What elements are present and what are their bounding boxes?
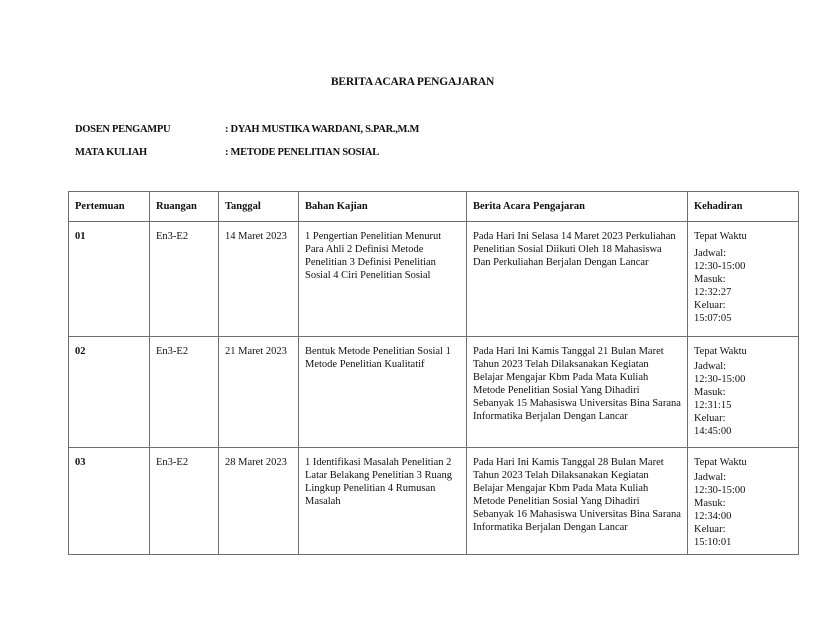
cell-berita-acara: Pada Hari Ini Selasa 14 Maret 2023 Perkuliahan Penelitian Sosial Diikuti Oleh 18 Mahasiswa Dan Perkuliahan Berjalan Dengan Lancar <box>467 222 688 337</box>
cell-bahan-kajian: 1 Pengertian Penelitian Menurut Para Ahli 2 Definisi Metode Penelitian 3 Definisi Penelitian Sosial 4 Ciri Penelitian Sosial <box>299 222 467 337</box>
header-ruangan: Ruangan <box>150 192 219 222</box>
schedule-label: Jadwal: <box>694 361 727 372</box>
table-row <box>69 337 799 448</box>
attendance-status: Tepat Waktu <box>694 457 747 468</box>
check-out-label: Keluar: <box>694 524 726 535</box>
cell-ruangan: En3-E2 <box>150 222 219 337</box>
schedule-value: 12:30-15:00 <box>694 261 746 272</box>
attendance-status: Tepat Waktu <box>694 231 747 242</box>
document-title: BERITA ACARA PENGAJARAN <box>330 76 495 88</box>
header-bahan-kajian: Bahan Kajian <box>299 192 467 222</box>
check-in-value: 12:31:15 <box>694 400 732 411</box>
cell-tanggal: 14 Maret 2023 <box>219 222 299 337</box>
check-in-label: Masuk: <box>694 498 726 509</box>
schedule-label: Jadwal: <box>694 472 727 483</box>
cell-tanggal: 21 Maret 2023 <box>219 337 299 448</box>
check-in-value: 12:34:00 <box>694 511 732 522</box>
header-berita-acara: Berita Acara Pengajaran <box>467 192 688 222</box>
cell-berita-acara: Pada Hari Ini Kamis Tanggal 21 Bulan Maret Tahun 2023 Telah Dilaksanakan Kegiatan Belajar Mengajar Kbm Pada Mata Kuliah Metode Penelitian Sosial Yang Dihadiri Sebanyak 15 Mahasiswa Universitas Bina Sarana Informatika Berjalan Dengan Lancar <box>467 337 688 448</box>
header-tanggal: Tanggal <box>219 192 299 222</box>
cell-tanggal: 28 Maret 2023 <box>219 448 299 555</box>
check-out-label: Keluar: <box>694 300 726 311</box>
check-in-label: Masuk: <box>694 274 726 285</box>
table-header-row <box>69 192 799 222</box>
teaching-report-table <box>68 191 799 555</box>
check-out-value: 15:10:01 <box>694 537 732 548</box>
cell-berita-acara: Pada Hari Ini Kamis Tanggal 28 Bulan Maret Tahun 2023 Telah Dilaksanakan Kegiatan Belajar Mengajar Kbm Pada Mata Kuliah Metode Penelitian Sosial Yang Dihadiri Sebanyak 16 Mahasiswa Universitas Bina Sarana Informatika Berjalan Dengan Lancar <box>467 448 688 555</box>
schedule-label: Jadwal: <box>694 248 727 259</box>
cell-pertemuan: 01 <box>69 222 150 337</box>
check-out-label: Keluar: <box>694 413 726 424</box>
check-out-value: 14:45:00 <box>694 426 732 437</box>
cell-pertemuan: 02 <box>69 337 150 448</box>
cell-bahan-kajian: 1 Identifikasi Masalah Penelitian 2 Latar Belakang Penelitian 3 Ruang Lingkup Penelitian 4 Rumusan Masalah <box>299 448 467 555</box>
cell-kehadiran <box>688 448 799 555</box>
header-pertemuan: Pertemuan <box>69 192 150 222</box>
lecturer-value: : DYAH MUSTIKA WARDANI, S.PAR.,M.M <box>225 124 420 135</box>
cell-kehadiran <box>688 337 799 448</box>
cell-bahan-kajian: Bentuk Metode Penelitian Sosial 1 Metode Penelitian Kualitatif <box>299 337 467 448</box>
lecturer-label: DOSEN PENGAMPU <box>75 124 171 135</box>
course-label: MATA KULIAH <box>75 147 147 158</box>
cell-ruangan: En3-E2 <box>150 448 219 555</box>
cell-pertemuan: 03 <box>69 448 150 555</box>
course-value: : METODE PENELITIAN SOSIAL <box>225 147 379 158</box>
header-kehadiran: Kehadiran <box>688 192 799 222</box>
check-in-label: Masuk: <box>694 387 726 398</box>
check-out-value: 15:07:05 <box>694 313 732 324</box>
check-in-value: 12:32:27 <box>694 287 732 298</box>
attendance-status: Tepat Waktu <box>694 346 747 357</box>
table-row <box>69 222 799 337</box>
table-row <box>69 448 799 555</box>
cell-ruangan: En3-E2 <box>150 337 219 448</box>
schedule-value: 12:30-15:00 <box>694 374 746 385</box>
cell-kehadiran <box>688 222 799 337</box>
lecturer-row <box>75 124 419 135</box>
schedule-value: 12:30-15:00 <box>694 485 746 496</box>
course-row <box>75 147 379 158</box>
